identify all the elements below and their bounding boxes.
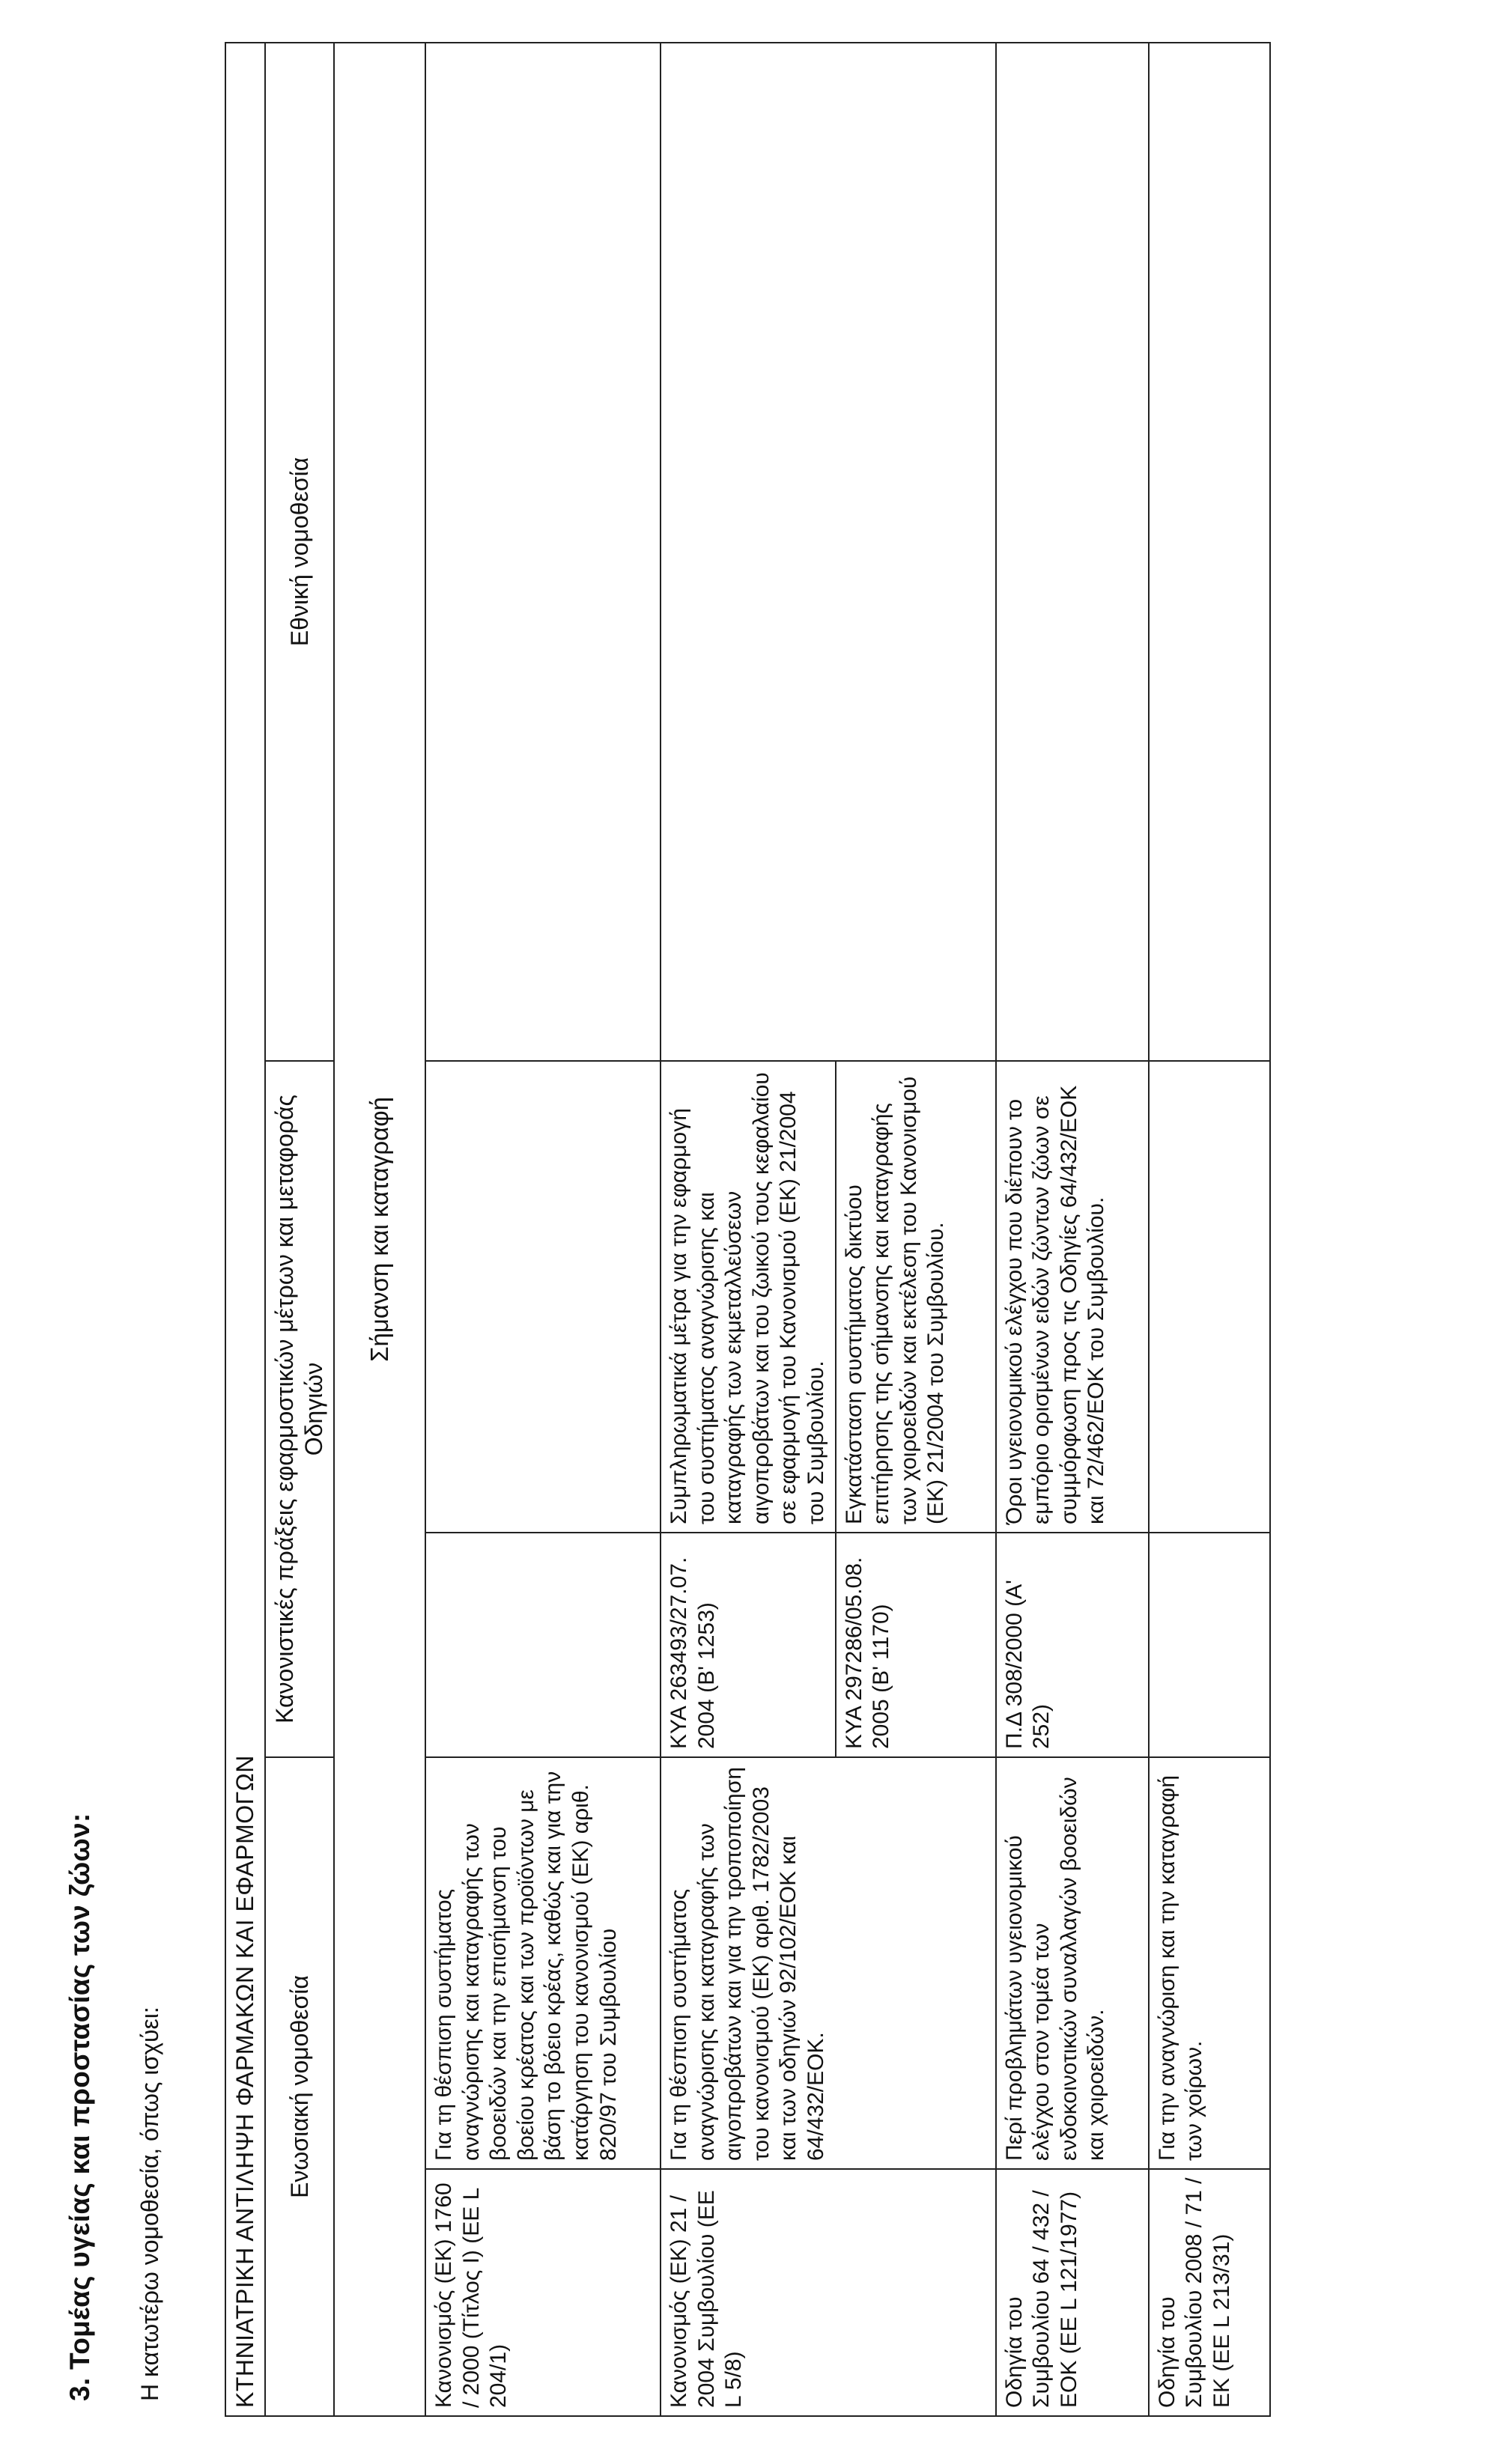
header-implementing-measures: Κανονιστικές πράξεις εφαρμοστικών μέτρων και μεταφοράς Οδηγιών [265, 1061, 334, 1757]
eu-description-cell: Περί προβλημάτων υγειονομικού ελέγχου στον τομέα των ενδοκοινοτικών συναλλαγών βοοειδών και χοιροειδών. [996, 1757, 1149, 2169]
implementing-act-description-cell [1149, 1061, 1270, 1533]
section-subheading: Η κατωτέρω νομοθεσία, όπως ισχύει: [136, 2007, 163, 2401]
section-label: Σήμανση και καταγραφή [334, 43, 425, 2416]
implementing-act-cell [1149, 1533, 1270, 1757]
national-legislation-cell [661, 43, 996, 1061]
table-row [1149, 43, 1270, 2416]
national-legislation-cell [996, 43, 1149, 1061]
implementing-act-description-cell: Όροι υγειονομικού ελέγχου που διέπουν το εμπόριο ορισμένων ειδών ζώντων ζώων σε συμμόρφωση προς τις Οδηγίες 64/432/ΕΟΚ και 72/462/ΕΟΚ του Συμβουλίου. [996, 1061, 1149, 1533]
eu-description-cell: Για την αναγνώριση και την καταγραφή των χοίρων. [1149, 1757, 1270, 2169]
eu-description-cell: Για τη θέσπιση συστήματος αναγνώρισης και καταγραφής των βοοειδών και την επισήμανση του βοείου κρέατος και των προϊόντων με βάση το βόειο κρέας, καθώς και για την κατάργηση του κανονισμού (ΕΚ) αριθ. 820/97 του Συμβουλίου [425, 1757, 661, 2169]
national-legislation-cell [1149, 43, 1270, 1061]
legislation-table [225, 42, 1271, 2417]
implementing-act-cell: ΚΥΑ 297286/05.08. 2005 (Β' 1170) [836, 1533, 996, 1757]
implementing-act-cell [425, 1533, 661, 1757]
eu-description-cell: Για τη θέσπιση συστήματος αναγνώρισης και καταγραφής των αιγοπροβάτων και για την τροποποίηση του κανονισμού (ΕΚ) αριθ. 1782/2003 και των οδηγιών 92/102/ΕΟΚ και 64/432/ΕΟΚ. [661, 1757, 996, 2169]
table-row [661, 43, 836, 2416]
eu-reference-cell: Οδηγία του Συμβουλίου 64 / 432 / ΕΟΚ (ΕΕ L 121/1977) [996, 2169, 1149, 2416]
header-national-legislation: Εθνική νομοθεσία [265, 43, 334, 1061]
implementing-act-description-cell: Εγκατάσταση συστήματος δικτύου επιτήρησης της σήμανσης και καταγραφής των χοιροειδών και εκτέλεση του Κανονισμού (ΕΚ) 21/2004 του Συμβουλίου. [836, 1061, 996, 1533]
implementing-act-description-cell [425, 1061, 661, 1533]
eu-reference-cell: Κανονισμός (ΕΚ) 1760 / 2000 (Τίτλος Ι) (ΕΕ L 204/1) [425, 2169, 661, 2416]
table-row [996, 43, 1149, 2416]
header-eu-legislation: Ενωσιακή νομοθεσία [265, 1757, 334, 2416]
implementing-act-description-cell: Συμπληρωματικά μέτρα για την εφαρμογή του συστήματος αναγνώρισης και καταγραφής των εκμεταλλεύσεων αιγοπροβάτων και του ζωικού τους κεφαλαίου σε εφαρμογή του Κανονισμού (ΕΚ) 21/2004 του Συμβουλίου. [661, 1061, 836, 1533]
implementing-act-cell: Π.Δ 308/2000 (Α' 252) [996, 1533, 1149, 1757]
eu-reference-cell: Κανονισμός (ΕΚ) 21 / 2004 Συμβουλίου (ΕΕ L 5/8) [661, 2169, 996, 2416]
table-title: ΚΤΗΝΙΑΤΡΙΚΗ ΑΝΤΙΛΗΨΗ ΦΑΡΜΑΚΩΝ ΚΑΙ ΕΦΑΡΜΟΓΩΝ [225, 43, 265, 2416]
implementing-act-cell: ΚΥΑ 263493/27.07. 2004 (Β' 1253) [661, 1533, 836, 1757]
eu-reference-cell: Οδηγία του Συμβουλίου 2008 / 71 / ΕΚ (ΕΕ L 213/31) [1149, 2169, 1270, 2416]
national-legislation-cell [425, 43, 661, 1061]
section-heading: 3. Τομέας υγείας και προστασίας των ζώων: [64, 1813, 95, 2401]
table-row [425, 43, 661, 2416]
